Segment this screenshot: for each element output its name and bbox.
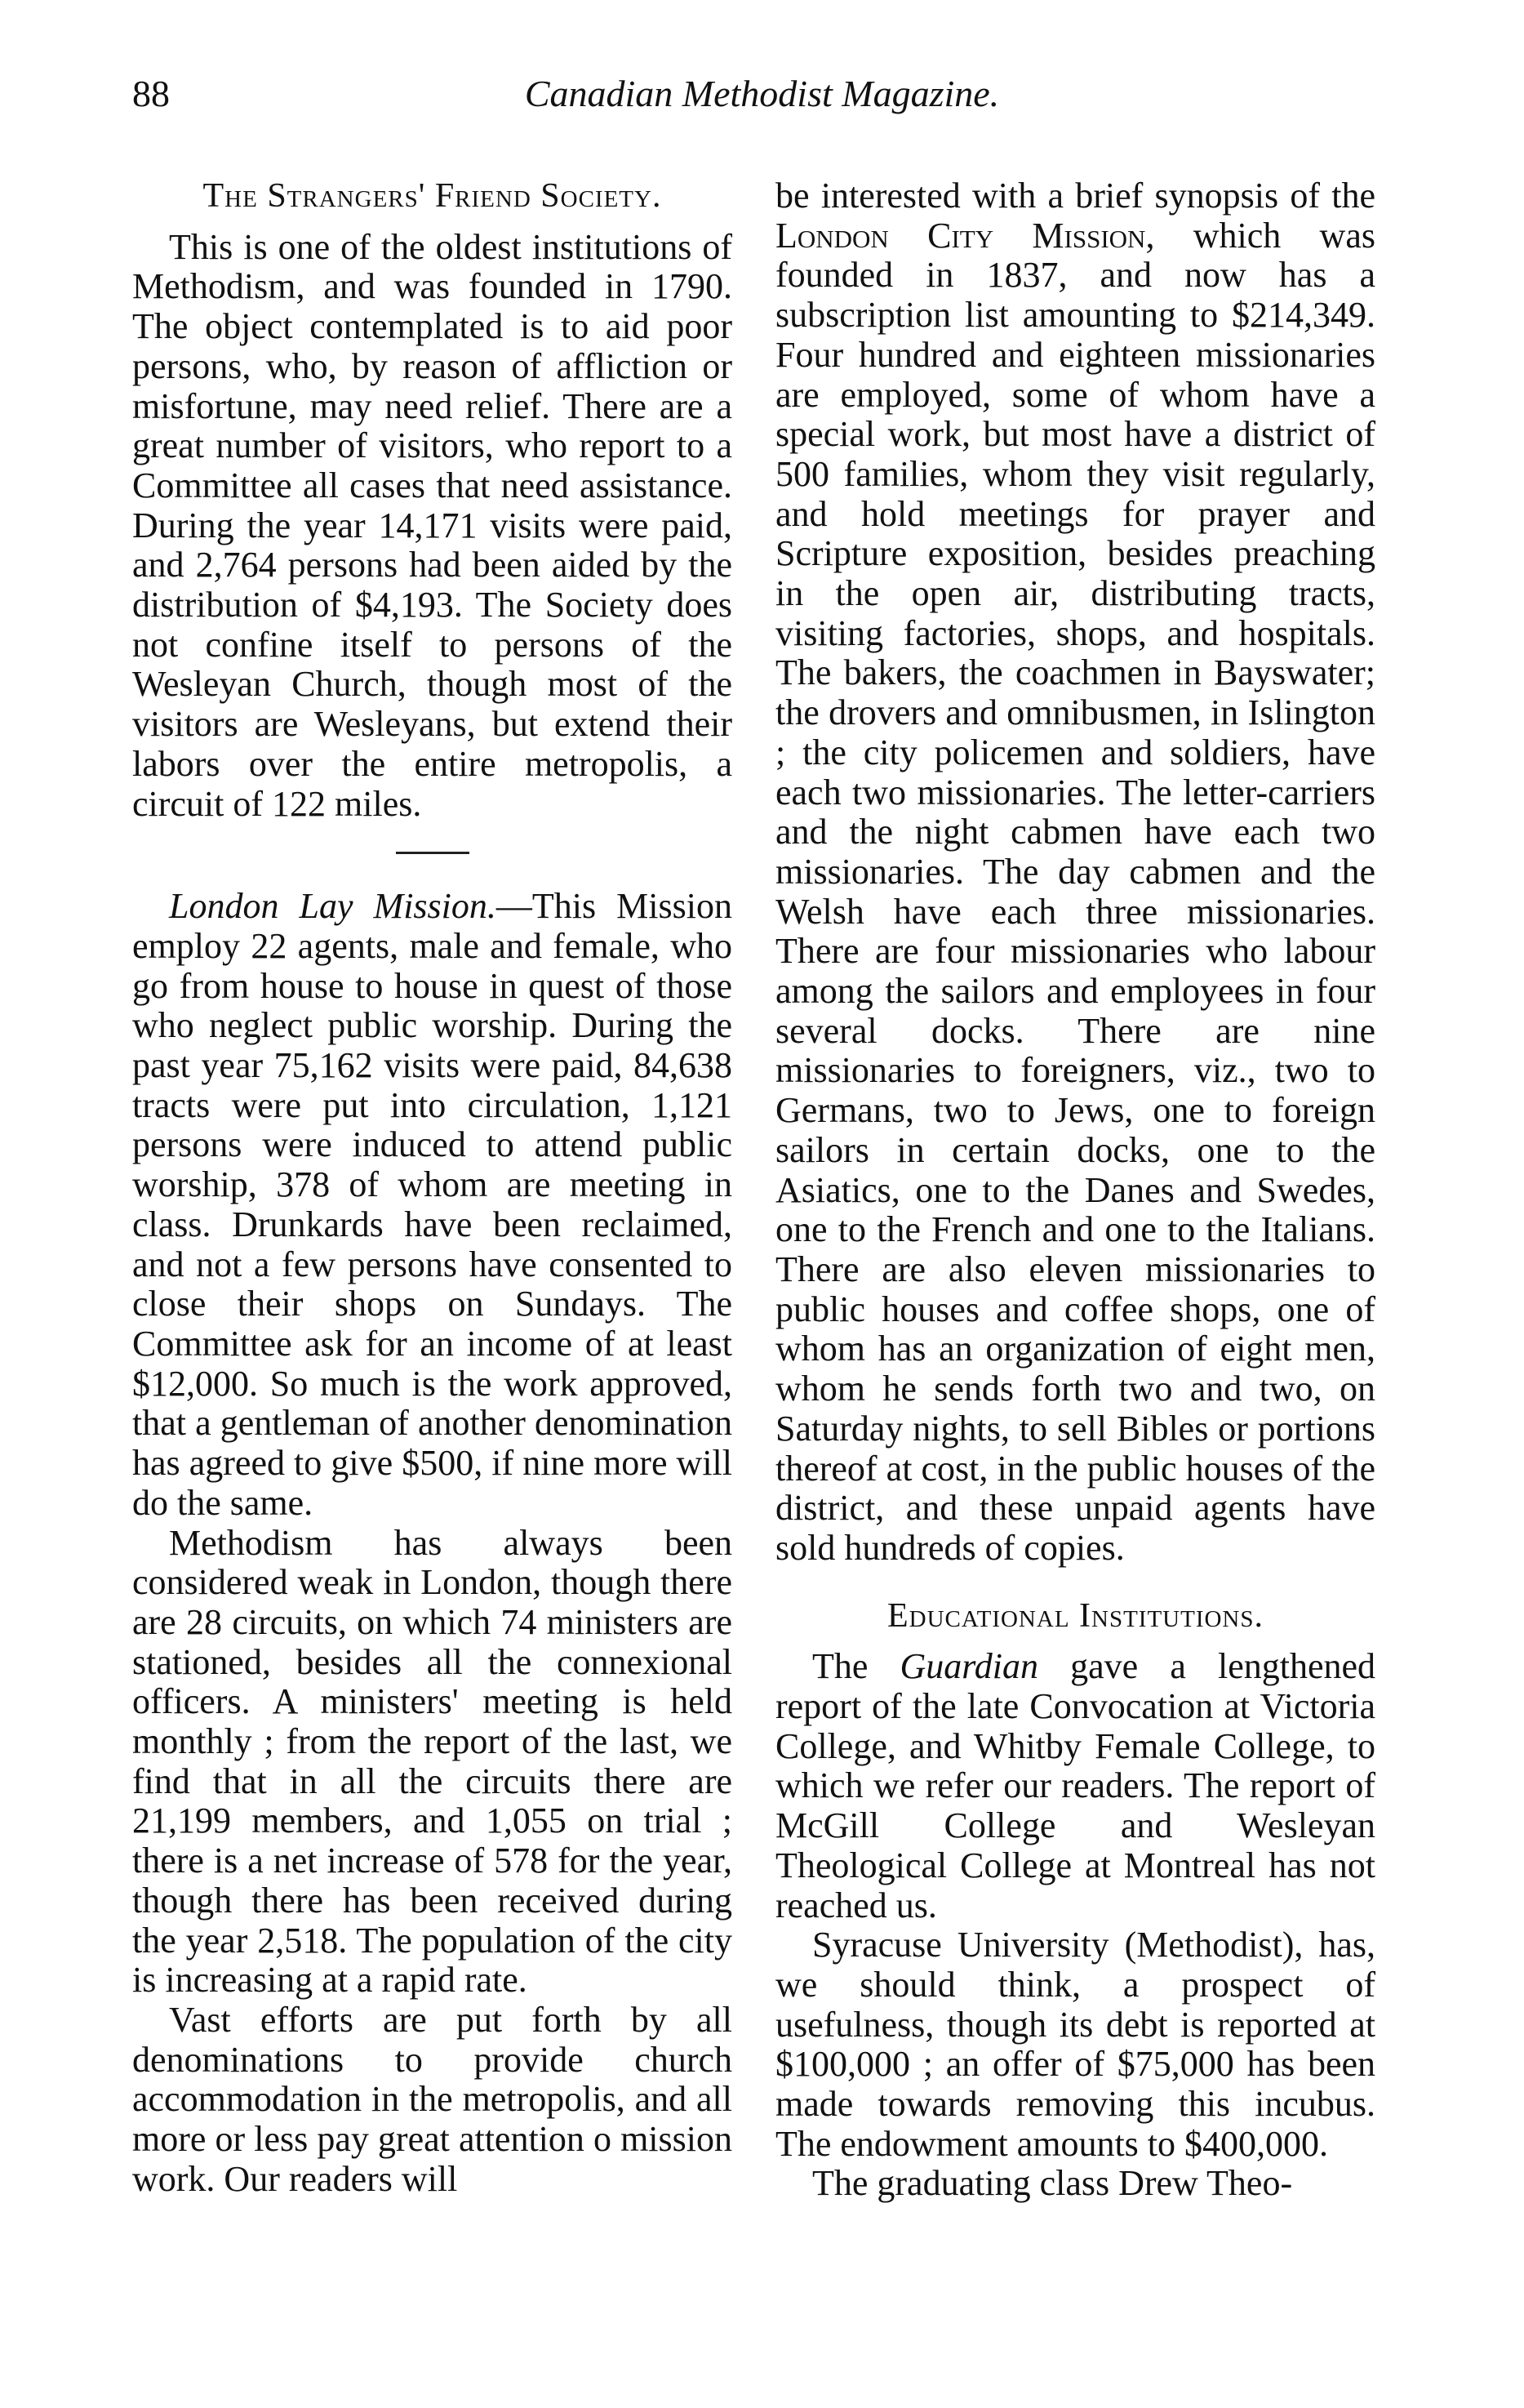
- paragraph-vast-efforts: Vast efforts are put forth by all denominations to provide church accommodation in the metropolis, and all more or less pay great attention o mission work. Our readers will: [132, 1999, 732, 2199]
- page-number: 88: [132, 73, 170, 114]
- publication-name: Guardian: [900, 1646, 1039, 1687]
- running-title: Canadian Methodist Magazine.: [524, 73, 1000, 114]
- section-divider: [396, 852, 469, 854]
- paragraph-drew-theological: The graduating class Drew Theo-: [812, 2163, 1293, 2204]
- page-header: [0, 72, 1524, 137]
- section-heading-educational: Educational Institutions.: [887, 1596, 1264, 1635]
- organization-name: London City Mission: [775, 215, 1146, 256]
- paragraph-methodism-london: Methodism has always been considered weak in London, though there are 28 circuits, on which 74 ministers are stationed, besides all the connexional officers. A ministers' meeting is held monthly ; from the report of the last, we find that in all the circuits there are 21,199 members, and 1,055 on trial ; there is a net increase of 578 for the year, though there has been received during the year 2,518. The population of the city is increasing at a rapid rate.: [132, 1522, 732, 2001]
- paragraph-strangers-friend: This is one of the oldest institutions of Methodism, and was founded in 1790. The object contemplated is to aid poor persons, who, by reason of affliction or misfortune, may need relief. There are a great number of visitors, who report to a Committee all cases that need assistance. During the year 14,171 visits were paid, and 2,764 persons had been aided by the distribution of $4,193. The Society does not confine itself to persons of the Wesleyan Church, though most of the visitors are Wesleyans, but extend their labors over the entire metropolis, a circuit of 122 miles.: [132, 226, 732, 824]
- paragraph-text: be interested with a brief synopsis of the: [775, 176, 1375, 216]
- paragraph-london-lay-mission: [132, 887, 732, 1523]
- paragraph-text: —This Mission employ 22 agents, male and female, who go from house to house in quest of those who neglect public worship. During the past year 75,162 visits were paid, 84,638 tracts were put into circulation, 1,121 persons were induced to attend public worship, 378 of whom are meeting in class. Drunkards have been reclaimed, and not a few persons have consented to close their shops on Sundays. The Committee ask for an income of at least $12,000. So much is the work approved, that a gentleman of another denomination has agreed to give $500, if nine more will do the same.: [132, 886, 732, 1523]
- right-column: [775, 176, 1375, 2204]
- paragraph-london-city-mission: [775, 176, 1375, 1569]
- paragraph-text: gave a lengthened report of the late Convocation at Victoria College, and Whitby Female College, to which we refer our readers. The report of McGill College and Wesleyan Theological College at Montreal has not reached us.: [775, 1646, 1376, 1925]
- paragraph-text: , which was founded in 1837, and now has a subscription list amounting to $214,349. Four hundred and eighteen missionaries are employed, some of whom have a special work, but most have a district of 500 families, whom they visit regularly, and hold meetings for prayer and Scripture exposition, besides preaching in the open air, distributing tracts, visiting factories, shops, and hospitals. The bakers, the coachmen in Bayswater; the drovers and omnibusmen, in Islington ; the city policemen and soldiers, have each two missionaries. The letter-carriers and the night cabmen have each two missionaries. The day cabmen and the Welsh have each three missionaries. There are four missionaries who labour among the sailors and employees in four several docks. There are nine missionaries to foreigners, viz., two to Germans, two to Jews, one to foreign sailors in certain docks, one to the Asiatics, one to the Danes and Swedes, one to the French and one to the Italians. There are also eleven missionaries to public houses and coffee shops, one of whom has an organization of eight men, whom he sends forth two and two, on Saturday nights, to sell Bibles or portions thereof at cost, in the public houses of the district, and these unpaid agents have sold hundreds of copies.: [775, 215, 1375, 1568]
- left-column: [132, 176, 732, 2199]
- run-in-heading: London Lay Mission.: [169, 886, 496, 927]
- paragraph-text: The: [812, 1646, 900, 1687]
- section-heading-strangers-friend: The Strangers' Friend Society.: [202, 177, 662, 215]
- paragraph-guardian-report: [775, 1647, 1375, 1925]
- paragraph-syracuse: Syracuse University (Methodist), has, we should think, a prospect of usefulness, though its debt is reported at $100,000 ; an offer of $75,000 has been made towards removing this incubus. The endowment amounts to $400,000.: [775, 1925, 1375, 2164]
